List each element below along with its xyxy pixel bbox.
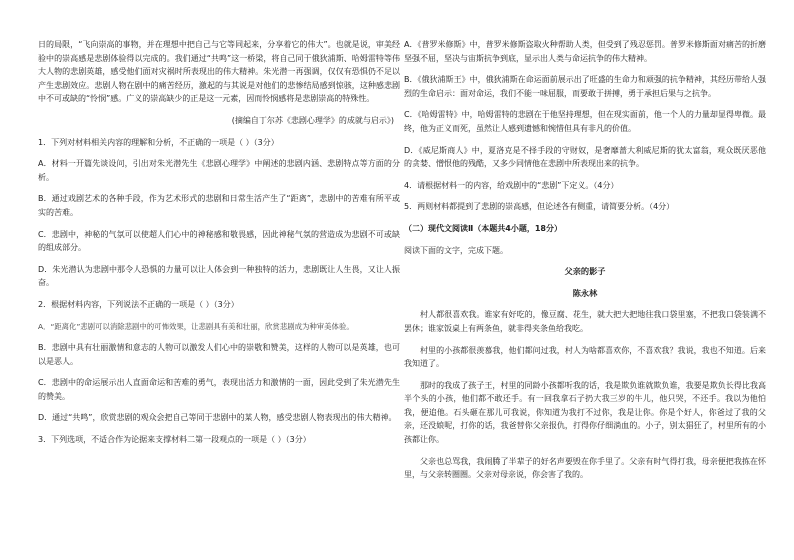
question-3-option-c: C．《哈姆雷特》中，哈姆雷特的悲剧在于他坚持理想，但在现实面前，他一个人的力量却显得卑微。最终，他为正义而死，虽然让人感到遗憾和惋惜但具有非凡的价值。 [404, 110, 766, 133]
question-3-stem: 3．下列选项，不适合作为论据来支撑材料二第一段观点的一项是（ ）（3分） [38, 435, 311, 445]
section-heading: （二）现代文阅读Ⅱ（本题共4小题，18分） [404, 223, 562, 233]
question-3-option-b: B．《俄狄浦斯王》中，俄狄浦斯在命运面前展示出了旺盛的生命力和顽强的抗争精神，其经历带给人强烈的生命启示：面对命运，我们不能一味屈服，而要敢于拼搏，勇于承担后果与之抗争。 [404, 75, 766, 98]
question-2-option-d: D．通过“共鸣”，欣赏悲剧的观众会把自己等同于悲剧中的某人物，感受悲剧人物表现出的伟大精神。 [38, 413, 397, 423]
left-column [38, 38, 400, 447]
story-paragraph-2: 村里的小孩都很羡慕我，他们都问过我，村人为啥都喜欢你，不喜欢我？我说，我也不知道。后来我知道了。 [404, 345, 766, 369]
question-1-option-d: D．朱光潜认为悲剧中那令人恐惧的力量可以让人体会到一种独特的活力，悲剧既让人生畏，又让人振奋。 [38, 264, 400, 288]
question-3-option-d: D．《威尼斯商人》中，夏洛克是不择手段的守财奴，是奢靡蔷大利威尼斯的犹太富翁，观众既厌恶他的贪婪、憎恨他的残酷，又多少同情他在悲剧中所表现出来的抗争。 [404, 145, 766, 169]
question-5: 5．两则材料都提到了悲剧的崇高感，但论述各有侧重，请简要分析。（4分） [404, 202, 675, 212]
question-1-option-c: C．悲剧中，神秘的气氛可以使超人们心中的神秘感和敬畏感，因此神秘气氛的营造成为悲剧不可或缺的组成部分。 [38, 229, 400, 253]
story-title: 父亲的影子 [564, 266, 606, 277]
right-column [404, 38, 766, 482]
question-4: 4．请根据材料一的内容，给戏剧中的“悲剧”下定义。（4分） [404, 180, 619, 190]
question-2-option-a: A．“距离化”悲剧可以消除悲剧中的可怖效果，让悲剧具有美和壮丽，欣赏悲剧成为种审美体验。 [38, 321, 354, 331]
question-1-option-a: A．材料一开篇先谈设问，引出对朱光潜先生《悲剧心理学》中阐述的悲剧内涵、悲剧特点等方面的分析。 [38, 159, 400, 182]
story-paragraph-4: 父亲也总骂我，我闹腾了半辈子的好名声要毁在你手里了。父亲有时气得打我，母亲便把我拣在怀里，与父亲转圈圈。父亲对母亲说，你会害了我的。 [404, 456, 766, 480]
question-2-option-b: B．悲剧中具有壮丽激情和意志的人物可以激发人们心中的崇敬和赞美，这样的人物可以是英雄，也可以是恶人。 [38, 343, 400, 366]
question-2-option-c: C．悲剧中的命运展示出人直面命运和苦难的勇气，表现出活力和激情的一面，因此受到了朱光潜先生的赞美。 [38, 378, 400, 401]
question-2-stem: 2．根据材料内容，下列说法不正确的一项是（ ）（3分） [38, 299, 239, 309]
story-paragraph-1: 村人都很喜欢我。谁家有好吃的，像豆腐、花生，就大把大把地往我口袋里塞，不把我口袋装满不罢休；谁家饭桌上有两条鱼，就非得夹条鱼给我吃。 [404, 310, 766, 333]
passage-citation: (摘编自丁尔苏《悲剧心理学》的成就与启示》) [231, 115, 394, 125]
story-author: 陈永林 [572, 287, 598, 298]
reading-instruction: 阅读下面的文字，完成下题。 [404, 245, 508, 255]
question-1-option-b: B．通过戏剧艺术的各种手段，作为艺术形式的悲剧和日常生活产生了“距离”，悲剧中的苦难有所平或实的苦难。 [38, 194, 400, 217]
story-paragraph-3: 那时的我成了孩子王，村里的同龄小孩都听我的话，我是欺负谁就欺负谁，我要是欺负长得比我高半个头的小孩，他们都不敢还手。有一回我拿石子扔大我三岁的牛儿，他只哭，不还手。我以为他怕我，便追他。石头砸在那儿可我说，你知道为我打不过你，我是让你。你是个好人，你爸过了我的父亲，还没娘呢，打你的话，我爸替你父亲报仇，打得你仔细淌血的。小子，别太猖狂了，村里所有的小孩都让你。 [404, 380, 766, 445]
question-3-option-a: A．《普罗米修斯》中，普罗米修斯盗取火种帮助人类，但受到了残忍惩罚。普罗米修斯面对痛苦的折磨坚强不屈，坚决与宙斯抗争到底，显示出人类与命运抗争的伟大精神。 [404, 40, 766, 63]
question-1-stem: 1．下列对材料相关内容的理解和分析，不正确的一项是（ ）（3分） [38, 137, 279, 147]
passage-intro: 日的局限，“飞向崇高的事物，并在理想中把自己与它等同起来，分享着它的伟大”。也就是说，审美经验中的崇高感是悲剧体验得以完成的。我们通过“共鸣”这一桥梁，将自己同于俄狄浦斯、哈姆雷特等伟大人物的悲剧英雄，感受他们面对灾祸时所表现出的伟大精神。朱光潜一再强调，仅仅有恐惧仍不足以产生悲剧效应。悲剧人物在剧中的痛苦经历，激起的与其说是对他们的悲惨结局感到惊骇，这种感悲剧中不可或缺的“怜悯”感。广义的崇高缺少的正是这一元素，因而怜悯感将是悲剧崇高的特殊性。 [38, 40, 400, 104]
